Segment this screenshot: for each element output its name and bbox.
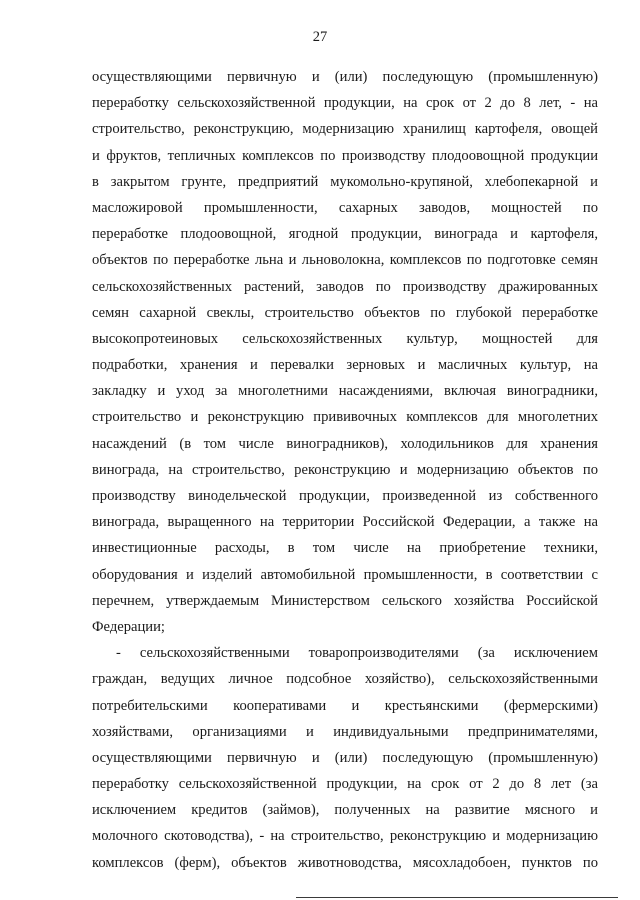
text-line: перечнем, утверждаемым Министерством сельского хозяйства Российской [92, 592, 598, 609]
text-line: переработке плодоовощной, ягодной продукции, винограда и картофеля, [92, 226, 598, 243]
text-line: переработку сельскохозяйственной продукции, на срок от 2 до 8 лет, - на [92, 95, 598, 112]
body-text [92, 64, 598, 876]
text-line: переработку сельскохозяйственной продукции, на срок от 2 до 8 лет (за [92, 776, 598, 793]
text-line: высокопротеиновых сельскохозяйственных культур, мощностей для [92, 330, 598, 347]
text-line: потребительскими кооперативами и крестьянскими (фермерскими) [92, 697, 598, 714]
text-line: закладку и уход за многолетними насаждениями, включая виноградники, [92, 383, 598, 400]
text-line: комплексов (ферм), объектов животноводства, мясохладобоен, пунктов по [92, 854, 598, 871]
text-line: исключением кредитов (займов), полученных на развитие мясного и [92, 802, 598, 819]
scan-bottom-edge [296, 897, 618, 898]
text-line: объектов по переработке льна и льноволокна, комплексов по подготовке семян [92, 252, 598, 269]
text-line: производству винодельческой продукции, произведенной из собственного [92, 488, 598, 504]
text-line: - сельскохозяйственными товаропроизводителями (за исключением [116, 645, 598, 662]
text-line: оборудования и изделий автомобильной промышленности, в соответствии с [92, 566, 598, 583]
text-line: в закрытом грунте, предприятий мукомольно-крупяной, хлебопекарной и [92, 173, 598, 190]
text-line: подработки, хранения и перевалки зерновых и масличных культур, на [92, 357, 598, 374]
text-line: и фруктов, тепличных комплексов по производству плодоовощной продукции [92, 147, 598, 164]
text-line: насаждений (в том числе виноградников), холодильников для хранения [92, 435, 598, 452]
text-line: строительство, реконструкцию, модернизацию хранилищ картофеля, овощей [92, 121, 598, 138]
text-line: хозяйствами, организациями и индивидуальными предпринимателями, [92, 723, 598, 740]
text-line: граждан, ведущих личное подсобное хозяйство), сельскохозяйственными [92, 671, 598, 688]
text-line: инвестиционные расходы, в том числе на приобретение техники, [92, 540, 598, 557]
text-line: строительство и реконструкцию прививочных комплексов для многолетних [92, 409, 598, 426]
text-line: винограда, на строительство, реконструкцию и модернизацию объектов по [92, 461, 598, 478]
text-line: осуществляющими первичную и (или) последующую (промышленную) [92, 749, 598, 766]
text-line: винограда, выращенного на территории Российской Федерации, а также на [92, 514, 598, 531]
page-number: 27 [312, 29, 328, 45]
text-line: молочного скотоводства), - на строительство, реконструкцию и модернизацию [92, 828, 598, 845]
text-line: осуществляющими первичную и (или) последующую (промышленную) [92, 69, 598, 85]
text-line: сельскохозяйственных растений, заводов по производству дражированных [92, 278, 598, 295]
text-line: Федерации; [92, 618, 165, 635]
paragraph-2 [92, 640, 598, 876]
text-line: семян сахарной свеклы, строительство объектов по глубокой переработке [92, 304, 598, 321]
paragraph-1 [92, 64, 598, 640]
text-line: масложировой промышленности, сахарных заводов, мощностей по [92, 199, 598, 216]
